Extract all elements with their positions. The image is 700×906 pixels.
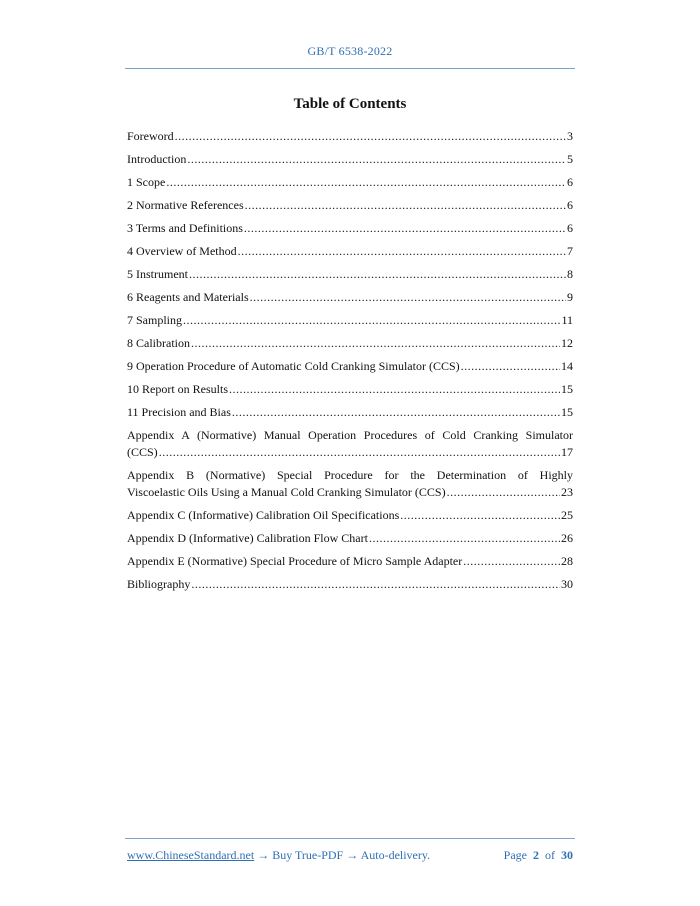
toc-entry-label: Appendix D (Informative) Calibration Flow Chart (127, 531, 368, 545)
table-of-contents (127, 128, 573, 599)
toc-entry[interactable] (127, 507, 573, 524)
toc-entry-page: 8 (567, 267, 573, 281)
toc-entry[interactable] (127, 128, 573, 145)
website-link[interactable]: www.ChineseStandard.net (127, 848, 255, 862)
toc-leader (447, 484, 560, 501)
toc-leader (245, 197, 566, 214)
toc-leader (166, 174, 566, 191)
toc-entry[interactable] (127, 243, 573, 260)
toc-entry-page: 6 (567, 198, 573, 212)
toc-entry-page: 26 (561, 531, 573, 545)
toc-entry[interactable] (127, 312, 573, 329)
toc-entry-page: 3 (567, 129, 573, 143)
toc-entry[interactable] (127, 553, 573, 570)
toc-leader (369, 530, 560, 547)
toc-entry-label-line1: Appendix A (Normative) Manual Operation Procedures of Cold Cranking Simulator (127, 428, 573, 442)
toc-entry-page: 25 (561, 508, 573, 522)
footer-promo (127, 848, 430, 863)
toc-entry[interactable] (127, 381, 573, 398)
toc-entry-label: 1 Scope (127, 175, 166, 189)
toc-entry[interactable] (127, 467, 573, 501)
toc-entry-label: 2 Normative References (127, 198, 244, 212)
toc-entry[interactable] (127, 151, 573, 168)
toc-entry-page: 12 (561, 336, 573, 350)
toc-entry[interactable] (127, 174, 573, 191)
toc-entry-label: Appendix E (Normative) Special Procedure of Micro Sample Adapter (127, 554, 463, 568)
toc-leader (183, 312, 560, 329)
toc-entry-page: 11 (561, 313, 573, 327)
toc-entry[interactable] (127, 197, 573, 214)
toc-leader (189, 266, 566, 283)
header-divider (125, 68, 575, 69)
toc-entry[interactable] (127, 427, 573, 461)
toc-entry-page: 28 (561, 554, 573, 568)
toc-leader (463, 553, 560, 570)
toc-title: Table of Contents (293, 96, 407, 112)
toc-leader (244, 220, 566, 237)
toc-entry[interactable] (127, 404, 573, 421)
toc-entry[interactable] (127, 220, 573, 237)
toc-entry-page: 7 (567, 244, 573, 258)
toc-entry-label: 3 Terms and Definitions (127, 221, 243, 235)
toc-entry-label: 10 Report on Results (127, 382, 228, 396)
toc-entry-page: 23 (561, 485, 573, 499)
toc-leader (229, 381, 560, 398)
toc-entry-label: 7 Sampling (127, 313, 183, 327)
toc-entry-label: Foreword (127, 129, 174, 143)
toc-entry-label: 5 Instrument (127, 267, 188, 281)
toc-entry[interactable] (127, 335, 573, 352)
toc-entry-label: Appendix C (Informative) Calibration Oil Specifications (127, 508, 400, 522)
toc-leader (232, 404, 560, 421)
toc-leader (250, 289, 566, 306)
toc-entry-page: 14 (561, 359, 573, 373)
toc-leader (187, 151, 566, 168)
document-id: GB/T 6538-2022 (307, 44, 393, 58)
toc-entry-label: Bibliography (127, 577, 191, 591)
current-page: 2 (533, 848, 539, 862)
toc-entry-label: 8 Calibration (127, 336, 190, 350)
toc-leader (159, 444, 560, 461)
toc-entry[interactable] (127, 358, 573, 375)
toc-entry-label: Introduction (127, 152, 187, 166)
toc-entry-label: 11 Precision and Bias (127, 405, 231, 419)
toc-entry-page: 5 (567, 152, 573, 166)
toc-entry-page: 6 (567, 221, 573, 235)
toc-leader (191, 335, 560, 352)
toc-entry[interactable] (127, 289, 573, 306)
toc-leader (238, 243, 566, 260)
footer-tagline: → Buy True-PDF → Auto-delivery. (254, 848, 431, 862)
toc-entry-page: 6 (567, 175, 573, 189)
toc-entry-page: 30 (561, 577, 573, 591)
toc-entry-page: 15 (561, 382, 573, 396)
toc-leader (175, 128, 566, 145)
page-footer (127, 848, 573, 863)
toc-entry-label: 9 Operation Procedure of Automatic Cold Cranking Simulator (CCS) (127, 359, 460, 373)
toc-leader (191, 576, 560, 593)
toc-entry-label-line2: (CCS) (127, 445, 158, 459)
toc-entry-page: 17 (561, 445, 573, 459)
page-word: Page (503, 848, 527, 862)
toc-leader (461, 358, 560, 375)
footer-divider (125, 838, 575, 839)
toc-entry[interactable] (127, 266, 573, 283)
toc-entry-label-line1: Appendix B (Normative) Special Procedure for the Determination of Highly (127, 468, 573, 482)
toc-entry-label: 6 Reagents and Materials (127, 290, 249, 304)
toc-entry[interactable] (127, 530, 573, 547)
toc-entry-label: 4 Overview of Method (127, 244, 237, 258)
total-pages: 30 (561, 848, 573, 862)
toc-entry-label-line2: Viscoelastic Oils Using a Manual Cold Cranking Simulator (CCS) (127, 485, 446, 499)
toc-entry-page: 9 (567, 290, 573, 304)
toc-leader (400, 507, 560, 524)
toc-entry[interactable] (127, 576, 573, 593)
page-indicator (504, 848, 573, 863)
page-of-word: of (545, 848, 555, 862)
toc-entry-page: 15 (561, 405, 573, 419)
